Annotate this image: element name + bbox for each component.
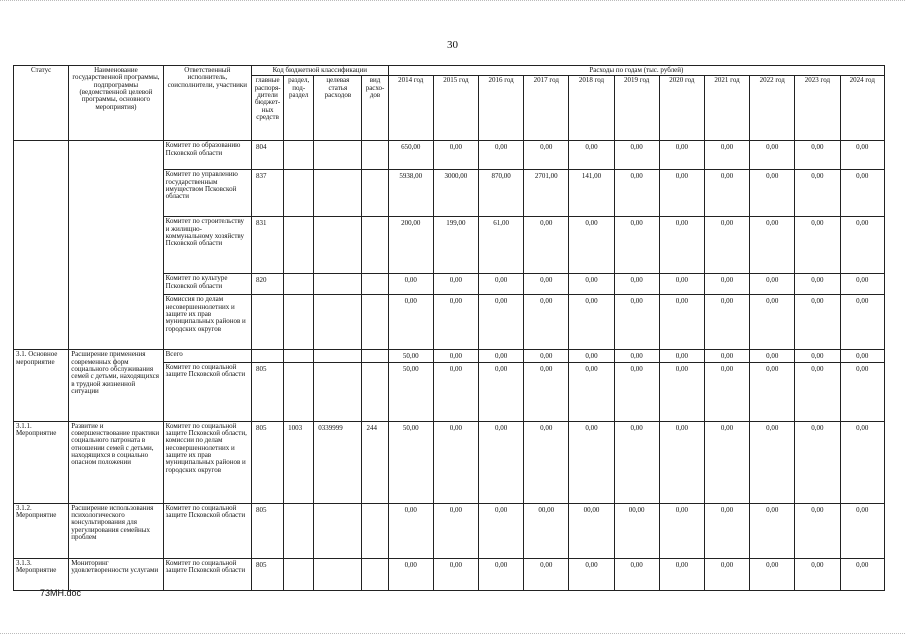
executor-cell: Комитет по социальной защите Псковской области — [163, 558, 251, 590]
value-cell: 0,00 — [704, 170, 749, 217]
value-cell: 0,00 — [795, 503, 840, 558]
value-cell: 0,00 — [840, 503, 885, 558]
value-cell: 0,00 — [569, 350, 614, 362]
header-code-col: вид расхо-дов — [362, 76, 388, 141]
value-cell: 0,00 — [433, 141, 478, 170]
table-header — [14, 66, 885, 141]
value-cell: 0,00 — [795, 141, 840, 170]
value-cell: 0,00 — [750, 362, 795, 421]
header-code-col: целевая статья расходов — [314, 76, 362, 141]
value-cell: 0,00 — [795, 295, 840, 350]
table-body — [14, 141, 885, 590]
value-cell: 0,00 — [433, 421, 478, 503]
value-cell: 0,00 — [614, 295, 659, 350]
executor-cell: Комитет по управлению государственным имуществом Псковской области — [163, 170, 251, 217]
value-cell: 61,00 — [479, 217, 524, 274]
value-cell: 0,00 — [524, 217, 569, 274]
value-cell: 870,00 — [479, 170, 524, 217]
value-cell: 00,00 — [524, 503, 569, 558]
code-cell — [362, 170, 388, 217]
value-cell: 5938,00 — [388, 170, 433, 217]
code-cell — [362, 217, 388, 274]
value-cell: 0,00 — [569, 295, 614, 350]
code-cell — [284, 141, 314, 170]
value-cell: 0,00 — [704, 141, 749, 170]
value-cell: 0,00 — [795, 170, 840, 217]
header-year: 2019 год — [614, 76, 659, 141]
executor-cell: Комитет по социальной защите Псковской области — [163, 362, 251, 421]
value-cell: 50,00 — [388, 421, 433, 503]
value-cell: 0,00 — [388, 274, 433, 295]
value-cell: 0,00 — [524, 295, 569, 350]
value-cell: 0,00 — [795, 274, 840, 295]
code-cell: 837 — [252, 170, 284, 217]
table-row — [14, 421, 885, 503]
code-cell — [252, 295, 284, 350]
code-cell: 0339999 — [314, 421, 362, 503]
value-cell: 0,00 — [524, 350, 569, 362]
header-year: 2021 год — [704, 76, 749, 141]
value-cell: 0,00 — [388, 295, 433, 350]
value-cell: 0,00 — [704, 503, 749, 558]
value-cell: 0,00 — [840, 350, 885, 362]
table-row — [14, 503, 885, 558]
value-cell: 0,00 — [840, 362, 885, 421]
scan-bottom-edge — [0, 633, 905, 636]
header-year: 2014 год — [388, 76, 433, 141]
page-number: 30 — [447, 39, 458, 51]
value-cell: 0,00 — [750, 141, 795, 170]
value-cell: 0,00 — [479, 558, 524, 590]
value-cell: 0,00 — [659, 274, 704, 295]
value-cell: 0,00 — [569, 274, 614, 295]
value-cell: 0,00 — [433, 503, 478, 558]
value-cell: 0,00 — [750, 217, 795, 274]
code-cell — [284, 503, 314, 558]
header-code-col: главные распоря-дители бюджет-ных средств — [252, 76, 284, 141]
header-code-col: раздел, под-раздел — [284, 76, 314, 141]
value-cell: 0,00 — [433, 274, 478, 295]
value-cell: 0,00 — [569, 421, 614, 503]
code-cell: 1003 — [284, 421, 314, 503]
code-cell — [362, 274, 388, 295]
executor-cell: Комитет по социальной защите Псковской области, комиссии по делам несовершеннолетних и защите их прав муниципальных районов и городских округов — [163, 421, 251, 503]
code-cell — [362, 558, 388, 590]
value-cell: 0,00 — [750, 558, 795, 590]
header-year: 2020 год — [659, 76, 704, 141]
code-cell: 805 — [252, 362, 284, 421]
status-cell: 3.1.1. Мероприятие — [14, 421, 69, 503]
value-cell: 0,00 — [524, 558, 569, 590]
executor-cell: Комитет по культуре Псковской области — [163, 274, 251, 295]
value-cell: 0,00 — [569, 141, 614, 170]
value-cell: 0,00 — [704, 295, 749, 350]
value-cell: 0,00 — [524, 141, 569, 170]
code-cell — [284, 217, 314, 274]
value-cell: 0,00 — [614, 350, 659, 362]
value-cell: 0,00 — [704, 350, 749, 362]
value-cell: 0,00 — [433, 295, 478, 350]
code-cell — [362, 362, 388, 421]
value-cell: 0,00 — [840, 295, 885, 350]
value-cell: 199,00 — [433, 217, 478, 274]
value-cell: 00,00 — [569, 503, 614, 558]
budget-table — [13, 65, 885, 591]
name-cell — [69, 141, 163, 350]
name-cell: Мониторинг удовлетворенности услугами — [69, 558, 163, 590]
value-cell: 141,00 — [569, 170, 614, 217]
value-cell: 0,00 — [659, 170, 704, 217]
value-cell: 0,00 — [840, 558, 885, 590]
value-cell: 0,00 — [569, 217, 614, 274]
value-cell: 0,00 — [569, 558, 614, 590]
header-expenses-group: Расходы по годам (тыс. рублей) — [388, 66, 884, 76]
value-cell: 0,00 — [614, 170, 659, 217]
code-cell — [314, 350, 362, 362]
code-cell — [314, 295, 362, 350]
value-cell: 2701,00 — [524, 170, 569, 217]
value-cell: 650,00 — [388, 141, 433, 170]
code-cell — [362, 503, 388, 558]
header-status: Статус — [14, 66, 69, 141]
value-cell: 0,00 — [479, 295, 524, 350]
scan-top-edge — [0, 0, 905, 4]
executor-cell: Комиссия по делам несовершеннолетних и защите их прав муниципальных районов и городских округов — [163, 295, 251, 350]
header-code-group: Код бюджетной классификации — [252, 66, 389, 76]
value-cell: 0,00 — [388, 503, 433, 558]
code-cell — [252, 350, 284, 362]
code-cell — [314, 503, 362, 558]
value-cell: 0,00 — [659, 141, 704, 170]
header-name: Наименование государственной программы, подпрограммы (ведомственной целевой программы, основного мероприятия) — [69, 66, 163, 141]
code-cell — [314, 141, 362, 170]
code-cell — [314, 170, 362, 217]
code-cell — [284, 350, 314, 362]
value-cell: 0,00 — [479, 362, 524, 421]
value-cell: 0,00 — [840, 421, 885, 503]
value-cell: 0,00 — [750, 274, 795, 295]
value-cell: 0,00 — [704, 274, 749, 295]
value-cell: 0,00 — [750, 170, 795, 217]
code-cell: 244 — [362, 421, 388, 503]
value-cell: 0,00 — [704, 217, 749, 274]
value-cell: 0,00 — [659, 421, 704, 503]
value-cell: 0,00 — [659, 350, 704, 362]
executor-cell: Всего — [163, 350, 251, 362]
value-cell: 0,00 — [795, 350, 840, 362]
code-cell — [284, 170, 314, 217]
value-cell: 0,00 — [479, 274, 524, 295]
header-year: 2016 год — [479, 76, 524, 141]
code-cell: 820 — [252, 274, 284, 295]
name-cell: Расширение использования психологического консультирования для урегулирования семейных проблем — [69, 503, 163, 558]
header-year: 2018 год — [569, 76, 614, 141]
value-cell: 0,00 — [795, 362, 840, 421]
value-cell: 0,00 — [524, 421, 569, 503]
value-cell: 0,00 — [659, 217, 704, 274]
status-cell — [14, 141, 69, 350]
value-cell: 50,00 — [388, 350, 433, 362]
value-cell: 0,00 — [433, 362, 478, 421]
header-year: 2024 год — [840, 76, 885, 141]
value-cell: 0,00 — [659, 362, 704, 421]
value-cell: 0,00 — [840, 141, 885, 170]
code-cell — [362, 350, 388, 362]
value-cell: 0,00 — [614, 217, 659, 274]
value-cell: 0,00 — [479, 421, 524, 503]
code-cell — [362, 141, 388, 170]
value-cell: 0,00 — [479, 350, 524, 362]
value-cell: 0,00 — [704, 558, 749, 590]
code-cell — [314, 217, 362, 274]
header-year: 2015 год — [433, 76, 478, 141]
code-cell — [284, 362, 314, 421]
value-cell: 0,00 — [750, 295, 795, 350]
value-cell: 0,00 — [840, 274, 885, 295]
header-year: 2017 год — [524, 76, 569, 141]
table-row — [14, 350, 885, 362]
value-cell: 0,00 — [750, 350, 795, 362]
code-cell — [314, 362, 362, 421]
value-cell: 50,00 — [388, 362, 433, 421]
executor-cell: Комитет по строительству и жилищно-коммунальному хозяйству Псковской области — [163, 217, 251, 274]
value-cell: 0,00 — [704, 421, 749, 503]
value-cell: 0,00 — [614, 362, 659, 421]
value-cell: 0,00 — [614, 274, 659, 295]
value-cell: 0,00 — [795, 421, 840, 503]
name-cell: Развитие и совершенствование практики социального патроната в отношении семей с детьми, находящихся в социально опасном положении — [69, 421, 163, 503]
value-cell: 0,00 — [614, 141, 659, 170]
code-cell — [284, 295, 314, 350]
value-cell: 0,00 — [750, 421, 795, 503]
value-cell: 3000,00 — [433, 170, 478, 217]
value-cell: 0,00 — [433, 350, 478, 362]
code-cell: 804 — [252, 141, 284, 170]
code-cell — [284, 558, 314, 590]
value-cell: 0,00 — [795, 217, 840, 274]
table-row — [14, 141, 885, 170]
header-year: 2023 год — [795, 76, 840, 141]
value-cell: 0,00 — [704, 362, 749, 421]
status-cell: 3.1. Основное мероприятие — [14, 350, 69, 421]
value-cell: 0,00 — [840, 217, 885, 274]
code-cell — [314, 274, 362, 295]
status-cell: 3.1.2. Мероприятие — [14, 503, 69, 558]
code-cell: 805 — [252, 503, 284, 558]
value-cell: 0,00 — [479, 141, 524, 170]
code-cell — [284, 274, 314, 295]
value-cell: 0,00 — [750, 503, 795, 558]
table-row — [14, 558, 885, 590]
value-cell: 0,00 — [524, 274, 569, 295]
status-cell: 3.1.3. Мероприятие — [14, 558, 69, 590]
value-cell: 200,00 — [388, 217, 433, 274]
code-cell: 831 — [252, 217, 284, 274]
value-cell: 0,00 — [659, 295, 704, 350]
value-cell: 0,00 — [524, 362, 569, 421]
value-cell: 0,00 — [569, 362, 614, 421]
value-cell: 0,00 — [840, 170, 885, 217]
header-year: 2022 год — [750, 76, 795, 141]
executor-cell: Комитет по образованию Псковской области — [163, 141, 251, 170]
name-cell: Расширение применения современных форм социального обслуживания семей с детьми, находящихся в трудной жизненной ситуации — [69, 350, 163, 421]
code-cell: 805 — [252, 421, 284, 503]
value-cell: 0,00 — [659, 558, 704, 590]
value-cell: 0,00 — [479, 503, 524, 558]
value-cell: 00,00 — [614, 503, 659, 558]
value-cell: 0,00 — [388, 558, 433, 590]
document-filename: 73МН.doc — [40, 588, 82, 598]
value-cell: 0,00 — [433, 558, 478, 590]
value-cell: 0,00 — [614, 421, 659, 503]
executor-cell: Комитет по социальной защите Псковской области — [163, 503, 251, 558]
value-cell: 0,00 — [795, 558, 840, 590]
value-cell: 0,00 — [614, 558, 659, 590]
value-cell: 0,00 — [659, 503, 704, 558]
code-cell — [314, 558, 362, 590]
code-cell: 805 — [252, 558, 284, 590]
header-executor: Ответственный исполнитель, соисполнители, участники — [163, 66, 251, 141]
code-cell — [362, 295, 388, 350]
